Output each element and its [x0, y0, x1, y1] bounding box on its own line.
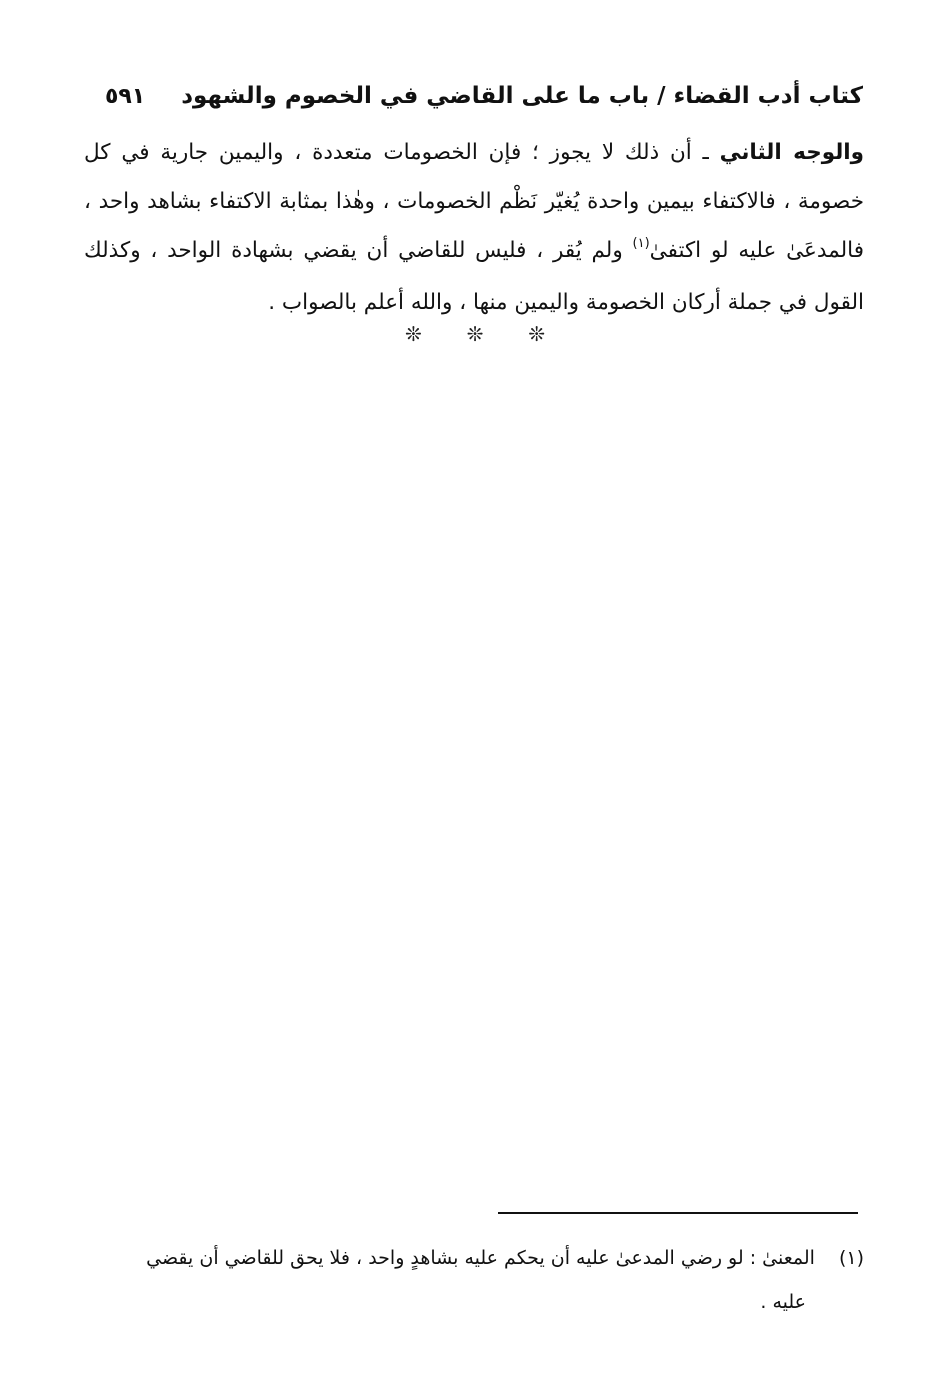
- paragraph-line-3-end: ولم يُقر ، فليس للقاضي أن يقضي بشهادة الواحد ،: [140, 238, 633, 263]
- running-head: [104, 74, 863, 118]
- paragraph-line-2: خصومة ، فالاكتفاء بيمين واحدة يُغيّر نَظْم الخصومات ، وهٰذا بمثابة الاكتفاء بشاهد: [139, 189, 864, 214]
- asterism-icon: ❊: [405, 322, 422, 346]
- section-ornament: [405, 322, 545, 346]
- paragraph-line-4: وكذلك القول في جملة أركان الخصومة واليمين منها ، والله أعلم بالصواب .: [84, 238, 864, 315]
- footnote-separator: [498, 1212, 858, 1214]
- asterism-icon: ❊: [466, 322, 484, 346]
- main-text: [84, 128, 864, 327]
- page-number: ٥٩١: [104, 83, 146, 109]
- lead-phrase: والوجه الثاني: [719, 140, 864, 165]
- asterism-icon: ❊: [528, 322, 545, 346]
- paragraph-line-1: ـ أن ذلك لا يجوز ؛ فإن الخصومات متعددة ، واليمين جارية في كل: [84, 140, 720, 165]
- footnote-number: (١): [838, 1247, 864, 1269]
- footnote-text-line-1: المعنىٰ : لو رضي المدعىٰ عليه أن يحكم عليه بشاهدٍ واحد ، فلا يحق للقاضي أن يقضي: [146, 1247, 815, 1269]
- main-paragraph: [84, 128, 864, 327]
- paragraph-line-3-start: واحد ، فالمدعَىٰ عليه لو اكتفىٰ: [84, 189, 864, 263]
- footnote-text-line-2: عليه .: [760, 1291, 806, 1313]
- running-title: كتاب أدب القضاء / باب ما على القاضي في الخصوم والشهود: [181, 83, 863, 109]
- footnote: [82, 1236, 864, 1324]
- footnote-reference[interactable]: (١): [632, 236, 650, 251]
